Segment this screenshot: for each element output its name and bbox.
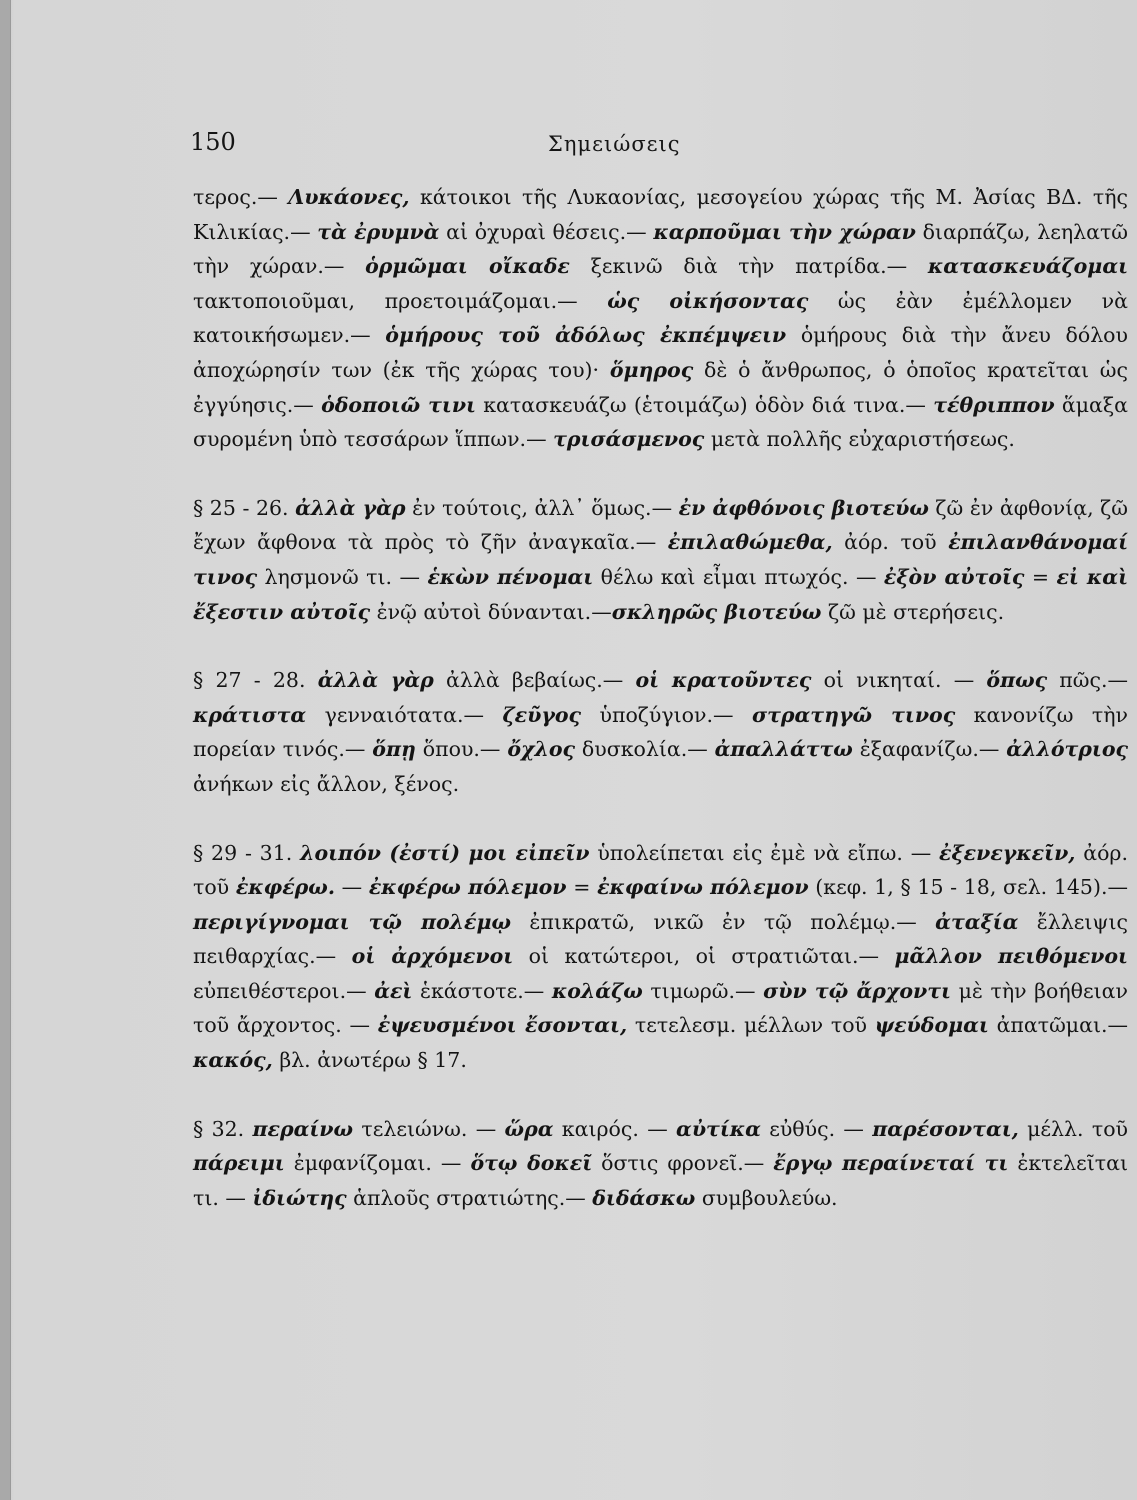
gloss-text: εὐπειθέστεροι.— bbox=[193, 978, 375, 1003]
lemma-term: ὁδοποιῶ τινι bbox=[321, 392, 476, 417]
lemma-term: στρατηγῶ τινος bbox=[751, 702, 956, 727]
gloss-text: τετελεσμ. μέλλων τοῦ bbox=[627, 1013, 875, 1038]
lemma-term: κολάζω bbox=[551, 978, 643, 1003]
gloss-text: δυσκολία.— bbox=[575, 737, 715, 762]
lemma-term: ἐκφέρω πόλεμον bbox=[368, 875, 567, 900]
lemma-term: ἀλλὰ γὰρ bbox=[295, 495, 406, 520]
lemma-term: ὥρα bbox=[504, 1116, 554, 1141]
lemma-term: σκληρῶς βιοτεύω bbox=[611, 599, 822, 624]
lemma-term: ὅμηρος bbox=[609, 357, 694, 382]
gloss-text: ὡς ἐὰν ἐμέλλομεν νὰ κατοικήσωμεν.— bbox=[193, 288, 1128, 348]
gloss-text: (κεφ. 1, § 15 - 18, σελ. 145).— bbox=[808, 875, 1128, 900]
gloss-text: ξεκινῶ διὰ τὴν πατρίδα.— bbox=[569, 254, 928, 279]
note-paragraph bbox=[193, 836, 1128, 1078]
gloss-text: διαρπάζω, λεηλατῶ τὴν χώραν.— bbox=[193, 219, 1128, 279]
lemma-term: οἱ ἀρχόμενοι bbox=[351, 944, 514, 969]
lemma-term: ἔργῳ περαίνεταί τι bbox=[773, 1151, 1009, 1176]
lemma-term: Λυκάονες, bbox=[288, 185, 410, 209]
lemma-term: παρέσονται, bbox=[872, 1116, 1019, 1141]
lemma-term: πάρειμι bbox=[193, 1151, 285, 1176]
lemma-term: οἱ κρατοῦντες bbox=[635, 668, 812, 693]
gloss-text: ἐπικρατῶ, νικῶ ἐν τῷ πολέμῳ.— bbox=[510, 909, 936, 934]
gloss-text: = bbox=[1024, 564, 1057, 589]
section-reference: § 27 - 28. bbox=[193, 668, 318, 693]
lemma-term: ἀεὶ bbox=[374, 978, 413, 1003]
note-paragraph bbox=[193, 1112, 1128, 1216]
page-gutter bbox=[0, 0, 11, 1500]
gloss-text: ἀλλὰ βεβαίως.— bbox=[433, 668, 636, 693]
lemma-term: αὐτίκα bbox=[676, 1116, 761, 1141]
lemma-term: λοιπόν (ἐστί) μοι εἰπεῖν bbox=[300, 840, 590, 865]
lemma-term: ἰδιώτης bbox=[252, 1185, 347, 1210]
gloss-text: μέλλ. τοῦ bbox=[1018, 1116, 1129, 1141]
gloss-text: ἁπλοῦς στρατιώτης.— bbox=[346, 1185, 593, 1210]
lemma-term: ἐπιλαθώμεθα, bbox=[667, 530, 833, 555]
lemma-term: ἐπιλανθάνομαί τινος bbox=[193, 530, 1128, 589]
gloss-text: ἑκάστοτε.— bbox=[412, 978, 552, 1003]
section-reference: § 29 - 31. bbox=[193, 840, 301, 865]
gloss-text: κατασκευάζω (ἑτοιμάζω) ὁδὸν διά τινα.— bbox=[475, 392, 934, 417]
lemma-term: ὄχλος bbox=[507, 737, 575, 762]
gloss-text: ἀόρ. τοῦ bbox=[832, 530, 949, 555]
gloss-text: τιμωρῶ.— bbox=[642, 978, 764, 1003]
lemma-term: ἐκφαίνω πόλεμον bbox=[597, 875, 809, 900]
gloss-text: οἱ νικηταί. — bbox=[811, 668, 987, 693]
notes-body bbox=[193, 180, 1128, 1215]
lemma-term: ἑκὼν πένομαι bbox=[427, 564, 594, 589]
section-reference: § 25 - 26. bbox=[193, 495, 296, 520]
gloss-text: αἱ ὀχυραὶ θέσεις.— bbox=[439, 219, 654, 244]
page-number: 150 bbox=[190, 128, 236, 156]
note-paragraph bbox=[193, 491, 1128, 629]
lemma-term: περαίνω bbox=[252, 1116, 354, 1141]
gloss-text: κάτοικοι τῆς Λυκαονίας, μεσογείου χώρας τῆς Μ. Ἀσίας ΒΔ. τῆς Κιλικίας.— bbox=[193, 185, 1128, 244]
lemma-term: τρισάσμενος bbox=[553, 427, 705, 452]
lemma-term: μᾶλλον πειθόμενοι bbox=[894, 944, 1128, 969]
gloss-text: τερος.— bbox=[193, 185, 289, 209]
gloss-text: τακτοποιοῦμαι, προετοιμάζομαι.— bbox=[193, 288, 608, 313]
gloss-text: πῶς.— bbox=[1047, 668, 1128, 693]
gloss-text: καιρός. — bbox=[553, 1116, 677, 1141]
lemma-term: κράτιστα bbox=[193, 702, 307, 727]
running-title: Σημειώσεις bbox=[548, 132, 681, 156]
lemma-term: ἀλλὰ γὰρ bbox=[317, 668, 434, 693]
gloss-text: ἐμφανίζομαι. — bbox=[284, 1151, 471, 1176]
lemma-term: ἐψευσμένοι ἔσονται, bbox=[377, 1013, 628, 1038]
lemma-term: ὅπῃ bbox=[372, 737, 416, 762]
gloss-text: ἐνῷ αὐτοὶ δύνανται.— bbox=[370, 599, 612, 624]
lemma-term: ὁρμῶμαι οἴκαδε bbox=[365, 254, 570, 279]
gloss-text: ὑποζύγιον.— bbox=[581, 702, 752, 727]
gloss-text: ὁμήρους διὰ τὴν ἄνευ δόλου ἀποχώρησίν των (ἐκ τῆς χώρας του)· bbox=[193, 323, 1128, 382]
gloss-text: θέλω καὶ εἶμαι πτωχός. — bbox=[593, 564, 884, 589]
lemma-term: ζεῦγος bbox=[502, 702, 582, 727]
gloss-text: ὅστις φρονεῖ.— bbox=[592, 1151, 774, 1176]
lemma-term: κατασκευάζομαι bbox=[927, 254, 1129, 279]
lemma-term: ὅπως bbox=[986, 668, 1048, 693]
gloss-text: ζῶ ἐν ἀφθονίᾳ, ζῶ ἔχων ἄφθονα τὰ πρὸς τὸ ζῆν ἀναγκαῖα.— bbox=[193, 495, 1128, 555]
gloss-text: — bbox=[334, 875, 369, 900]
lemma-term: ἐξὸν αὐτοῖς bbox=[883, 564, 1025, 589]
lemma-term: ἀπαλλάττω bbox=[714, 737, 853, 762]
lemma-term: ψεύδομαι bbox=[874, 1013, 989, 1038]
note-paragraph bbox=[193, 180, 1128, 457]
note-paragraph bbox=[193, 663, 1128, 801]
gloss-text: ἀόρ. τοῦ bbox=[193, 840, 1128, 900]
gloss-text: ἐξαφανίζω.— bbox=[852, 737, 1007, 762]
gloss-text: = bbox=[566, 875, 598, 900]
lemma-term: ὁμήρους τοῦ ἀδόλως ἐκπέμψειν bbox=[385, 323, 787, 348]
gloss-text: ζῶ μὲ στερήσεις. bbox=[821, 599, 1005, 624]
gloss-text: εὐθύς. — bbox=[760, 1116, 873, 1141]
gloss-text: οἱ κατώτεροι, οἱ στρατιῶται.— bbox=[513, 944, 895, 969]
lemma-term: ἐν ἀφθόνοις βιοτεύω bbox=[678, 495, 929, 520]
lemma-term: ὡς οἰκήσοντας bbox=[607, 288, 809, 313]
gloss-text: δὲ ὁ ἄνθρωπος, ὁ ὁποῖος κρατεῖται ὡς ἐγγύησις.— bbox=[193, 357, 1128, 417]
lemma-term: τέθριππον bbox=[933, 392, 1055, 417]
lemma-term: καρποῦμαι τὴν χώραν bbox=[653, 219, 916, 244]
gloss-text: μετὰ πολλῆς εὐχαριστήσεως. bbox=[704, 427, 1015, 452]
gloss-text: μὲ τὴν βοήθειαν τοῦ ἄρχοντος. — bbox=[193, 978, 1128, 1038]
section-reference: § 32. bbox=[193, 1116, 253, 1141]
page-header bbox=[0, 128, 1137, 168]
lemma-term: ἀλλότριος bbox=[1006, 737, 1128, 762]
gloss-text: ἔλλειψις πειθαρχίας.— bbox=[193, 909, 1128, 969]
lemma-term: εἰ καὶ ἔξεστιν αὐτοῖς bbox=[193, 564, 1128, 624]
lemma-term: ἀταξία bbox=[935, 909, 1019, 934]
gloss-text: λησμονῶ τι. — bbox=[257, 564, 428, 589]
gloss-text: ἀνήκων εἰς ἄλλον, ξένος. bbox=[193, 771, 460, 796]
lemma-term: περιγίγνομαι τῷ πολέμῳ bbox=[193, 909, 511, 934]
lemma-term: διδάσκω bbox=[592, 1185, 696, 1210]
gloss-text: γενναιότατα.— bbox=[306, 702, 503, 727]
lemma-term: κακός, bbox=[193, 1048, 273, 1073]
gloss-text: συμβουλεύω. bbox=[695, 1185, 838, 1210]
lemma-term: ἐκφέρω. bbox=[235, 875, 335, 900]
gloss-text: κανονίζω τὴν πορείαν τινός.— bbox=[193, 702, 1129, 762]
gloss-text: βλ. ἀνωτέρω § 17. bbox=[272, 1048, 467, 1073]
gloss-text: τελειώνω. — bbox=[353, 1116, 505, 1141]
gloss-text: ἀπατῶμαι.— bbox=[988, 1013, 1129, 1038]
gloss-text: ἅμαξα συρομένη ὑπὸ τεσσάρων ἵππων.— bbox=[193, 392, 1129, 452]
lemma-term: ἐξενεγκεῖν, bbox=[939, 840, 1076, 865]
lemma-term: τὰ ἐρυμνὰ bbox=[317, 219, 440, 244]
gloss-text: ἐν τούτοις, ἀλλ᾽ ὅμως.— bbox=[405, 495, 679, 520]
lemma-term: ὅτῳ δοκεῖ bbox=[470, 1151, 593, 1176]
gloss-text: ἐκτελεῖται τι. — bbox=[193, 1151, 1129, 1210]
gloss-text: ὅπου.— bbox=[415, 737, 508, 762]
lemma-term: σὺν τῷ ἄρχοντι bbox=[763, 978, 951, 1003]
gloss-text: ὑπολείπεται εἰς ἐμὲ νὰ εἴπω. — bbox=[589, 840, 940, 865]
